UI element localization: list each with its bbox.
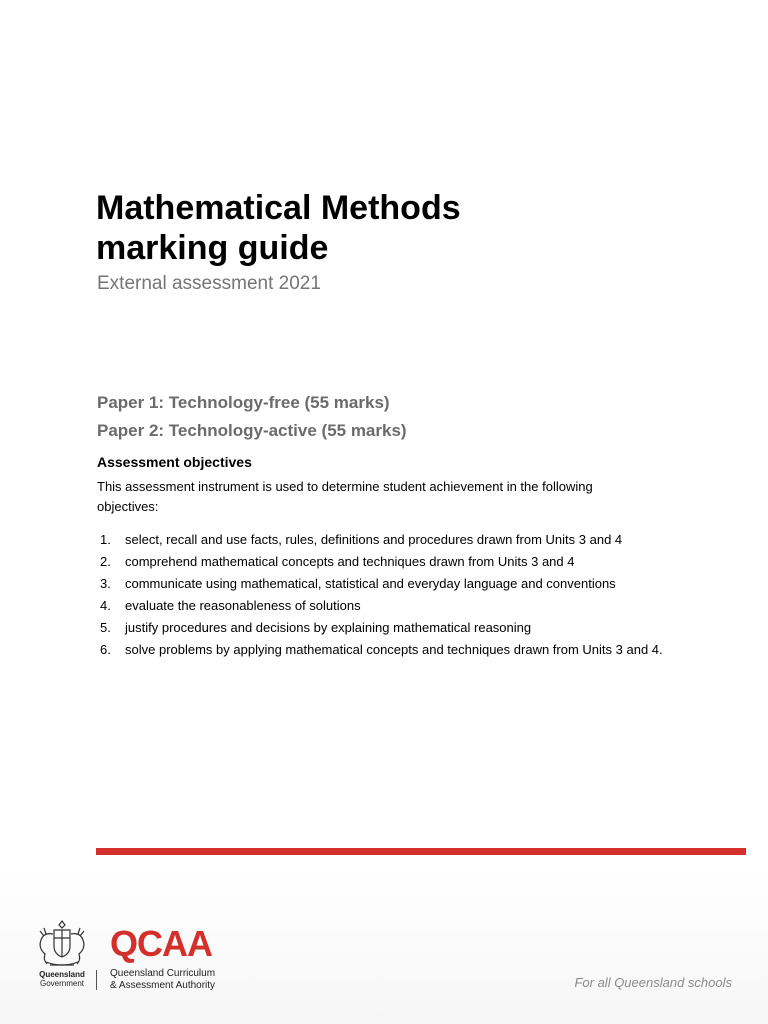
red-divider-rule — [96, 848, 746, 855]
objective-item — [97, 551, 717, 573]
objective-item — [97, 573, 717, 595]
objective-text: comprehend mathematical concepts and techniques drawn from Units 3 and 4 — [125, 554, 575, 569]
objective-text: justify procedures and decisions by explaining mathematical reasoning — [125, 620, 532, 635]
objective-number: 6. — [100, 642, 111, 657]
objective-text: communicate using mathematical, statistical and everyday language and conventions — [125, 576, 616, 591]
objectives-intro: This assessment instrument is used to determine student achievement in the following objectives: — [97, 479, 593, 514]
objective-text: evaluate the reasonableness of solutions — [125, 598, 361, 613]
logo-name: Queensland — [39, 970, 85, 979]
objectives-heading: Assessment objectives — [97, 454, 252, 470]
objective-text: select, recall and use facts, rules, definitions and procedures drawn from Units 3 and 4 — [125, 532, 623, 547]
objective-item — [97, 639, 717, 661]
queensland-government-text — [30, 970, 94, 988]
document-subtitle: External assessment 2021 — [97, 273, 321, 294]
footer-tagline: For all Queensland schools — [574, 975, 732, 990]
logo-divider — [96, 970, 97, 990]
objective-number: 5. — [100, 620, 111, 635]
objectives-list — [97, 529, 717, 661]
objective-number: 2. — [100, 554, 111, 569]
qcaa-logo: QCAA — [110, 923, 212, 964]
objective-number: 1. — [100, 532, 111, 547]
queensland-government-logo — [30, 918, 94, 992]
paper-1-heading: Paper 1: Technology-free (55 marks) — [97, 393, 390, 412]
queensland-coat-of-arms-icon — [34, 918, 90, 970]
document-title — [96, 188, 461, 268]
paper-2-heading: Paper 2: Technology-active (55 marks) — [97, 421, 407, 440]
objective-number: 4. — [100, 598, 111, 613]
objective-item — [97, 595, 717, 617]
objective-number: 3. — [100, 576, 111, 591]
title-line-1: Mathematical Methods — [96, 189, 461, 227]
objective-item — [97, 617, 717, 639]
qcaa-name-line-2: & Assessment Authority — [110, 980, 216, 991]
logo-sub: Government — [39, 979, 85, 988]
title-line-2: marking guide — [96, 229, 329, 267]
qcaa-name-line-1: Queensland Curriculum — [110, 968, 216, 979]
objective-text: solve problems by applying mathematical concepts and techniques drawn from Units 3 and 4. — [125, 642, 663, 657]
objective-item — [97, 529, 717, 551]
